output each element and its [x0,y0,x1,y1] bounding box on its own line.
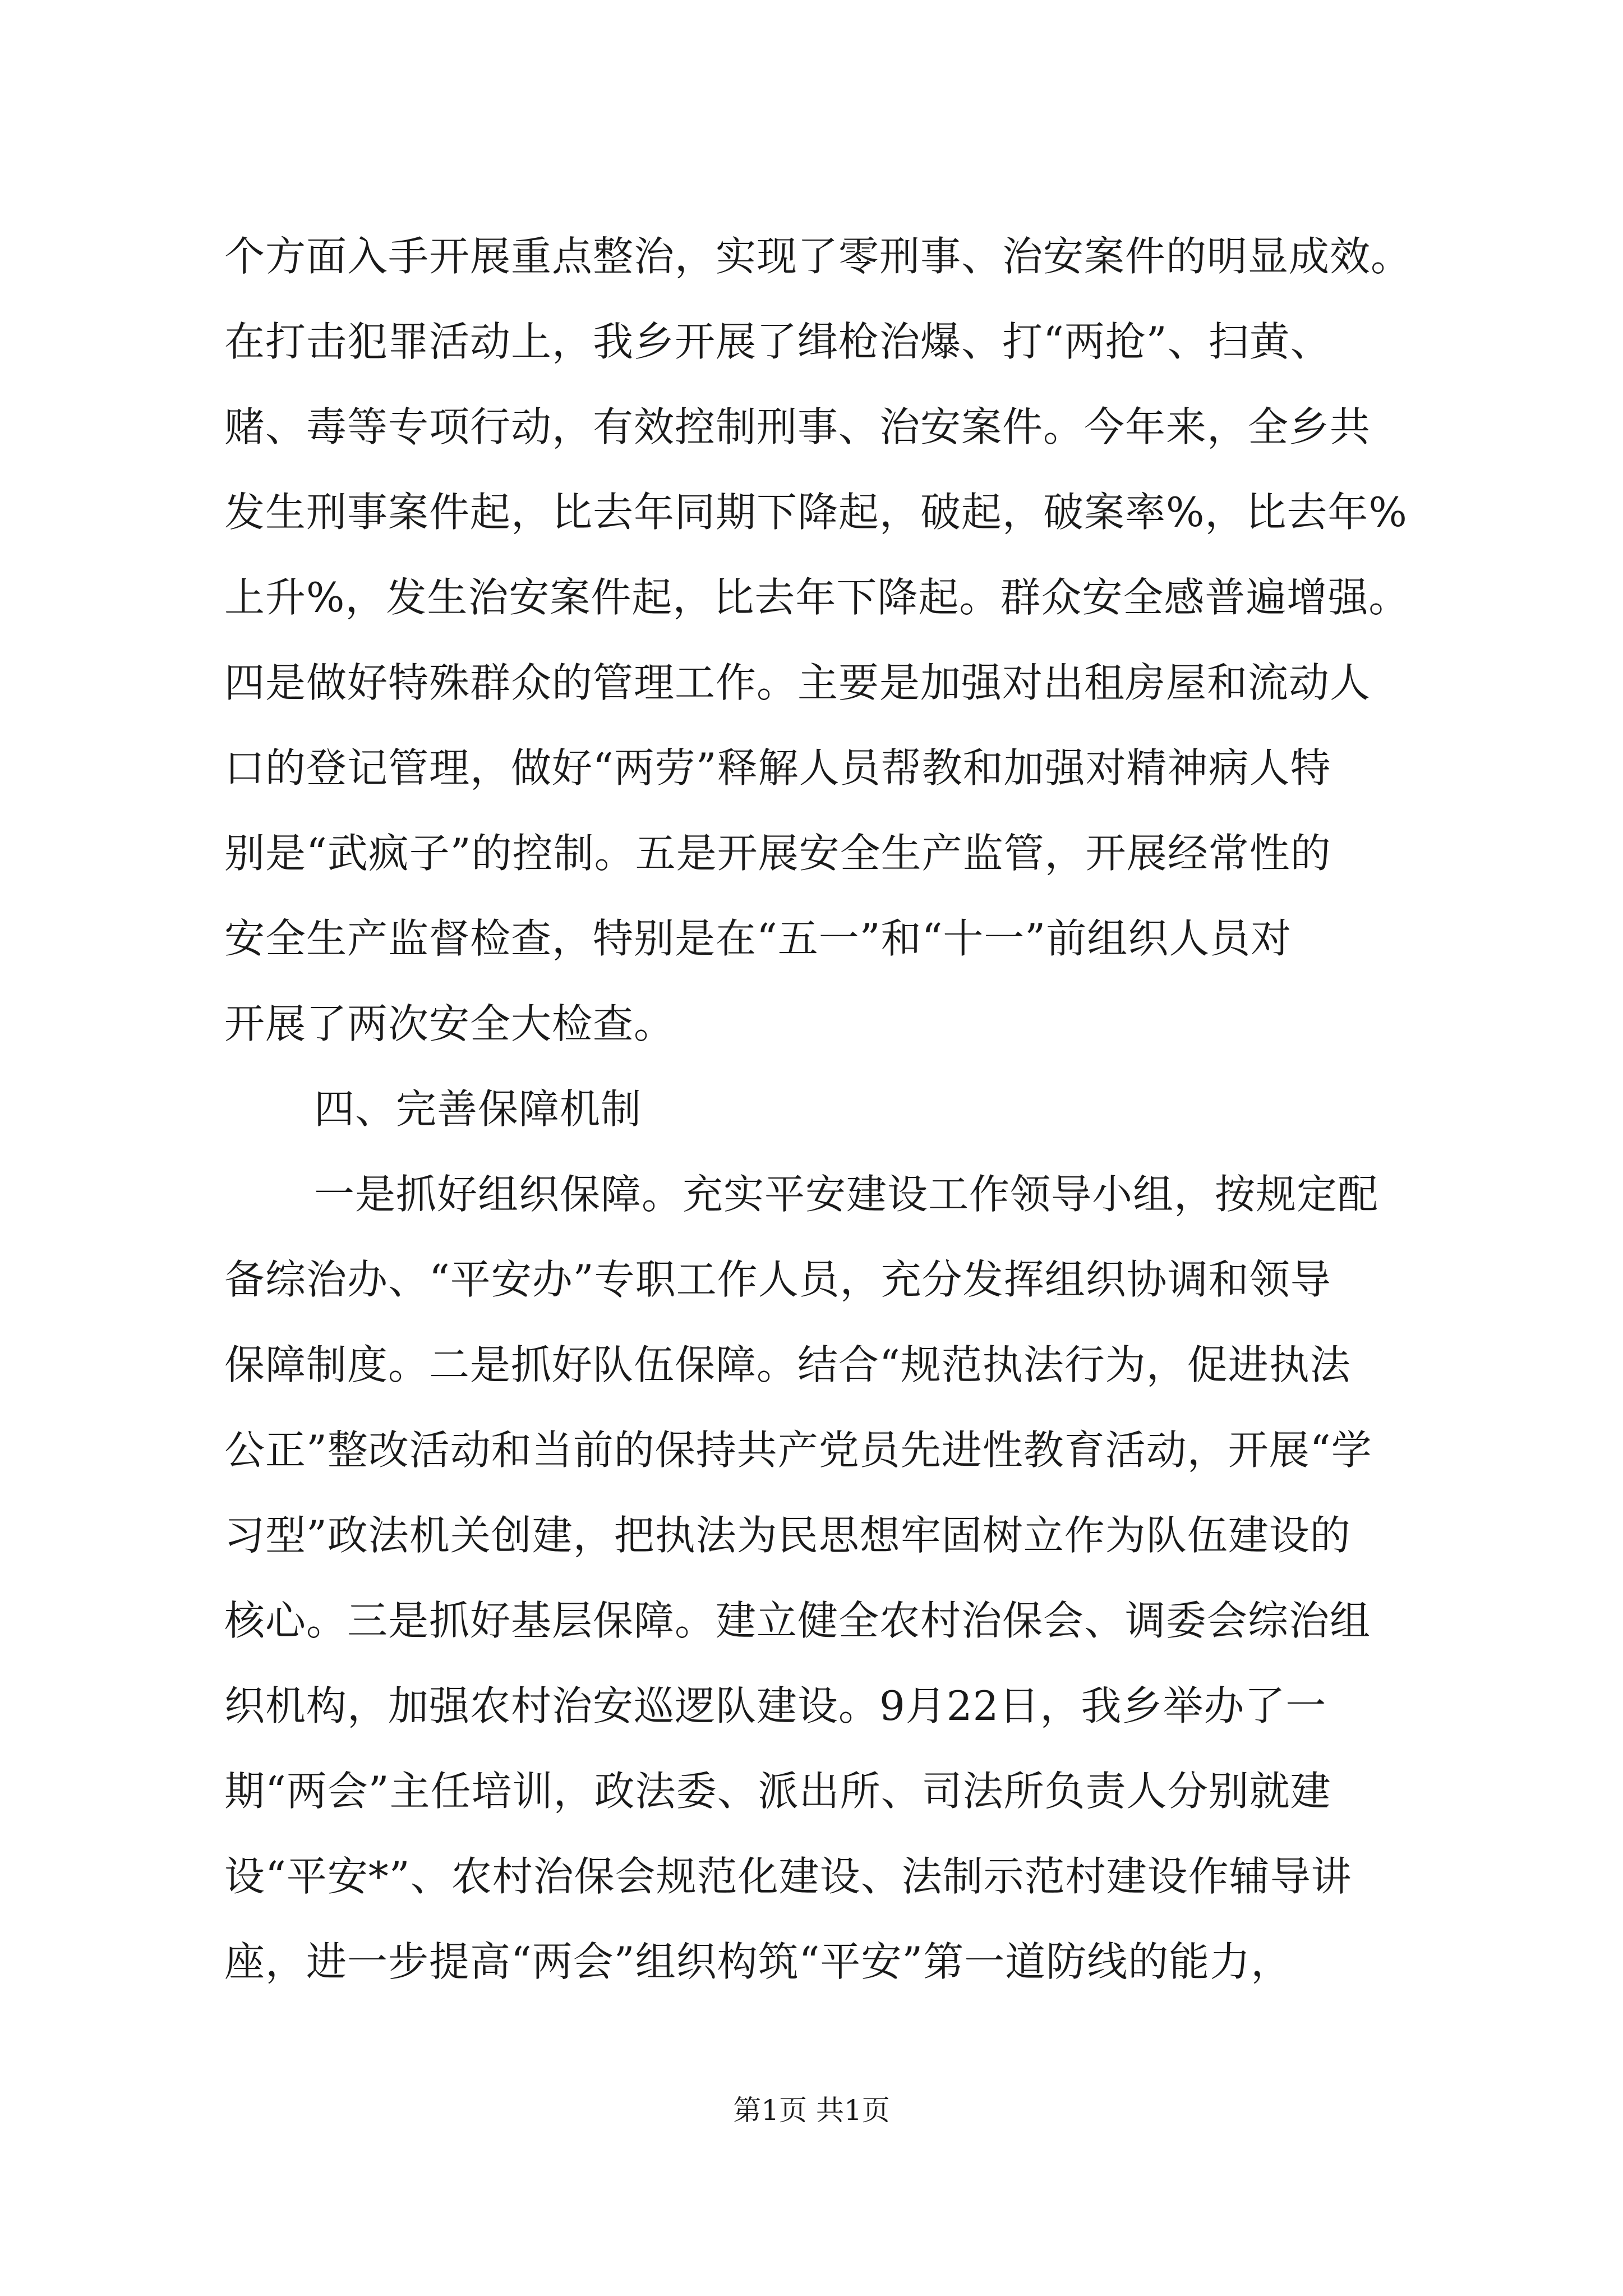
text-line: 安全生产监督检查，特别是在“五一”和“十一”前组织人员对 [224,915,1292,962]
text-line: 个方面入手开展重点整治，实现了零刑事、治安案件的明显成效。 [224,233,1412,280]
text-line: 四是做好特殊群众的管理工作。主要是加强对出租房屋和流动人 [224,659,1371,706]
text-line: 在打击犯罪活动上，我乡开展了缉枪治爆、打“两抢”、扫黄、 [224,318,1331,365]
text-line: 口的登记管理，做好“两劳”释解人员帮教和加强对精神病人特 [224,744,1331,792]
page-footer: 第1页 共1页 [733,2094,890,2127]
text-line: 备综治办、“平安办”专职工作人员，充分发挥组织协调和领导 [224,1256,1331,1303]
text-line: 织机构，加强农村治安巡逻队建设。9月22日，我乡举办了一 [224,1682,1327,1729]
text-line: 开展了两次安全大检查。 [224,1000,675,1047]
text-line: 设“平安*”、农村治保会规范化建设、法制示范村建设作辅导讲 [224,1853,1352,1900]
text-line: 别是“武疯子”的控制。五是开展安全生产监管，开展经常性的 [224,830,1331,877]
text-line: 座，进一步提高“两会”组织构筑“平安”第一道防线的能力， [224,1938,1292,1985]
text-line: 一是抓好组织保障。充实平安建设工作领导小组，按规定配 [314,1171,1379,1218]
section-heading: 四、完善保障机制 [314,1085,642,1133]
text-line: 核心。三是抓好基层保障。建立健全农村治保会、调委会综治组 [224,1597,1371,1644]
text-line: 发生刑事案件起，比去年同期下降起，破起，破案率%，比去年% [224,489,1408,536]
text-line: 赌、毒等专项行动，有效控制刑事、治安案件。今年来，全乡共 [224,403,1371,450]
text-line: 保障制度。二是抓好队伍保障。结合“规范执法行为，促进执法 [224,1341,1351,1388]
text-line: 公正”整改活动和当前的保持共产党员先进性教育活动，开展“学 [224,1427,1372,1474]
text-line: 期“两会”主任培训，政法委、派出所、司法所负责人分别就建 [224,1768,1331,1815]
text-line: 习型”政法机关创建，把执法为民思想牢固树立作为队伍建设的 [224,1512,1351,1559]
body-text [224,214,1424,2004]
text-line: 上升%，发生治安案件起，比去年下降起。群众安全感普遍增强。 [224,574,1410,621]
